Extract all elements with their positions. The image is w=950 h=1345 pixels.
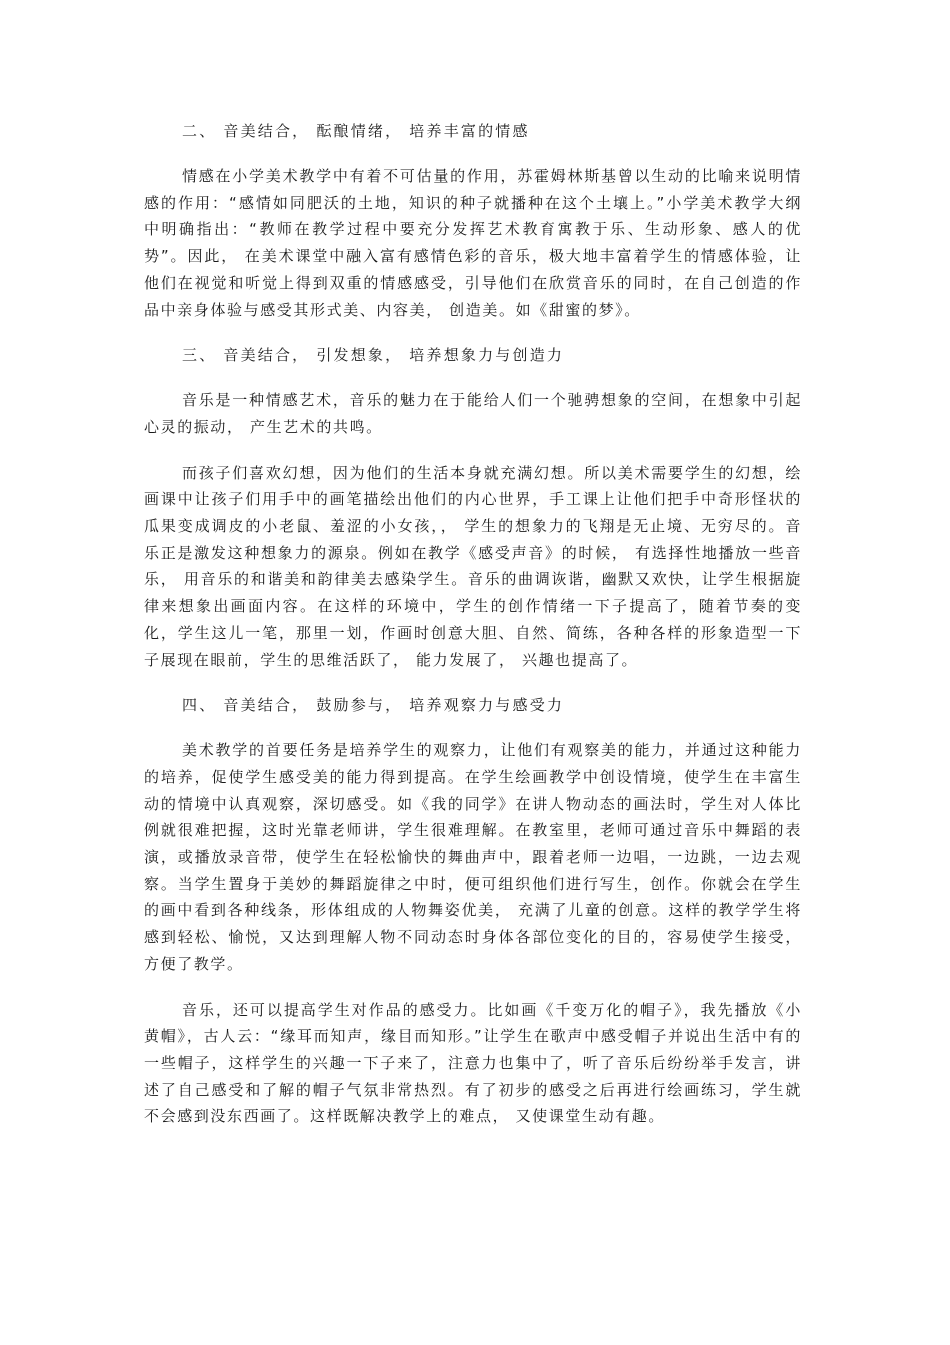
section-heading-3: 三、 音美结合， 引发想象， 培养想象力与创造力 [182, 346, 565, 365]
document-page [144, 118, 802, 1149]
paragraph: 音乐是一种情感艺术，音乐的魅力在于能给人们一个驰骋想象的空间，在想象中引起心灵的振动， 产生艺术的共鸣。 [144, 391, 802, 436]
paragraph: 音乐，还可以提高学生对作品的感受力。比如画《千变万化的帽子》，我先播放《小黄帽》，古人云：“缘耳而知声，缘目而知形。”让学生在歌声中感受帽子并说出生活中有的一些帽子，这样学生的兴趣一下子来了，注意力也集中了，听了音乐后纷纷举手发言，讲述了自己感受和了解的帽子气氛非常热烈。有了初步的感受之后再进行绘画练习，学生就不会感到没东西画了。这样既解决教学上的难点， 又使课堂生动有趣。 [144, 1000, 802, 1126]
section-heading-2: 二、 音美结合， 酝酿情绪， 培养丰富的情感 [182, 122, 530, 140]
paragraph: 而孩子们喜欢幻想，因为他们的生活本身就充满幻想。所以美术需要学生的幻想，绘画课中让孩子们用手中的画笔描绘出他们的内心世界，手工课上让他们把手中奇形怪状的瓜果变成调皮的小老鼠、羞涩的小女孩，， 学生的想象力的飞翔是无止境、无穷尽的。音乐正是激发这种想象力的源泉。例如在教学《感受声音》的时候， 有选择性地播放一些音乐， 用音乐的和谐美和韵律美去感染学生。音乐的曲调诙谐，幽默又欢快，让学生根据旋律来想象出画面内容。在这样的环境中，学生的创作情绪一下子提高了，随着节奏的变化，学生这儿一笔，那里一划，作画时创意大胆、自然、简练，各种各样的形象造型一下子展现在眼前，学生的思维活跃了， 能力发展了， 兴趣也提高了。 [144, 463, 802, 669]
section-heading-4: 四、 音美结合， 鼓励参与， 培养观察力与感受力 [182, 696, 565, 715]
paragraph: 美术教学的首要任务是培养学生的观察力，让他们有观察美的能力，并通过这种能力的培养，促使学生感受美的能力得到提高。在学生绘画教学中创设情境，使学生在丰富生动的情境中认真观察，深切感受。如《我的同学》在讲人物动态的画法时，学生对人体比例就很难把握，这时光靠老师讲，学生很难理解。在教室里，老师可通过音乐中舞蹈的表演，或播放录音带，使学生在轻松愉快的舞曲声中，跟着老师一边唱，一边跳，一边去观察。当学生置身于美妙的舞蹈旋律之中时，便可组织他们进行写生，创作。你就会在学生的画中看到各种线条，形体组成的人物舞姿优美， 充满了儿童的创意。这样的教学学生将感到轻松、愉悦，又达到理解人物不同动态时身体各部位变化的目的，容易使学生接受，方便了教学。 [144, 741, 802, 973]
paragraph: 情感在小学美术教学中有着不可估量的作用，苏霍姆林斯基曾以生动的比喻来说明情感的作用：“感情如同肥沃的土地，知识的种子就播种在这个土壤上。”小学美术教学大纲中明确指出：“教师在教学过程中要充分发挥艺术教育寓教于乐、生动形象、感人的优势”。因此， 在美术课堂中融入富有感情色彩的音乐，极大地丰富着学生的情感体验，让他们在视觉和听觉上得到双重的情感感受，引导他们在欣赏音乐的同时，在自己创造的作品中亲身体验与感受其形式美、内容美， 创造美。如《甜蜜的梦》。 [144, 167, 802, 319]
